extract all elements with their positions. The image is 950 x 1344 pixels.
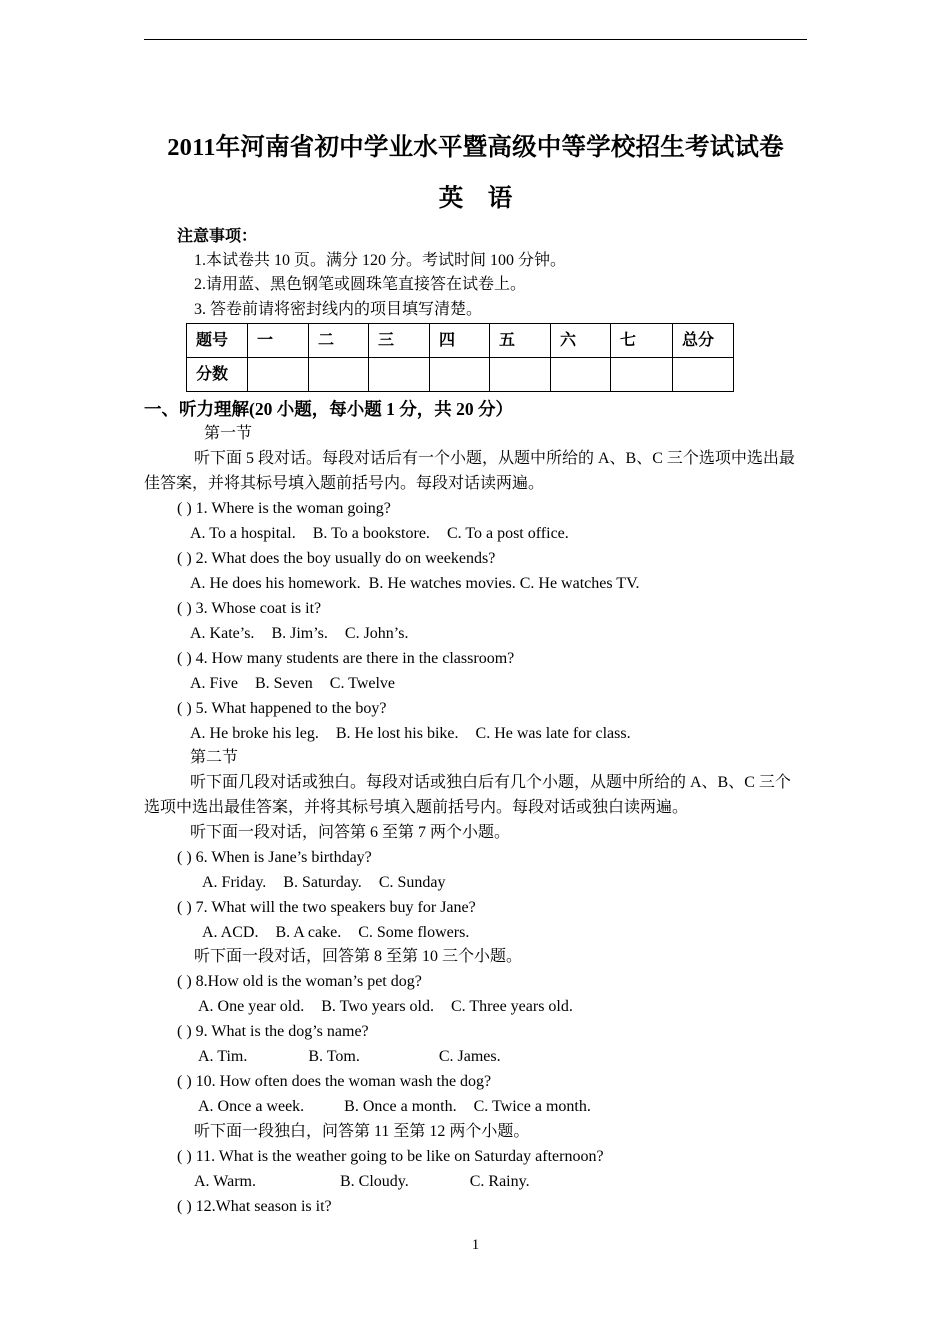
option: C. Some flowers.: [358, 924, 470, 941]
instructions: 听下面 5 段对话。每段对话后有一个小题，从题中所给的 A、B、C 三个选项中选出最: [194, 450, 795, 467]
option: B. Cloudy.: [339, 1173, 409, 1190]
options: [194, 1171, 530, 1193]
instructions: 佳答案，并将其标号填入题前括号内。每段对话读两遍。: [144, 475, 545, 492]
option: A. Friday.: [202, 874, 267, 891]
option: B. To a bookstore.: [312, 525, 430, 542]
options: [190, 673, 395, 695]
notice-heading: 注意事项：: [177, 228, 258, 245]
option: A. To a hospital.: [190, 525, 296, 542]
section-heading: 一、听力理解(20 小题，每小题 1 分，共 20 分）: [144, 399, 513, 419]
notice-item: 2.请用蓝、黑色钢笔或圆珠笔直接答在试卷上。: [194, 276, 527, 293]
option: B. He lost his bike.: [335, 725, 459, 742]
options: [190, 623, 408, 645]
option: B. Seven: [255, 675, 313, 692]
score-entry-cell[interactable]: [551, 358, 611, 392]
instructions: 听下面一段对话，回答第 8 至第 10 三个小题。: [194, 948, 523, 965]
page-number: 1: [471, 1237, 480, 1253]
option: A. Kate’s.: [190, 625, 255, 642]
table-cell: 七: [611, 324, 673, 358]
question: ( ) 6. When is Jane’s birthday?: [177, 849, 372, 866]
option: B. Jim’s.: [271, 625, 328, 642]
question: ( ) 9. What is the dog’s name?: [177, 1023, 369, 1040]
score-entry-cell[interactable]: [611, 358, 673, 392]
option: C. Twice a month.: [473, 1098, 591, 1115]
option: C. Sunday: [378, 874, 446, 891]
score-table: [186, 323, 734, 392]
options: [198, 996, 573, 1018]
option: A. Tim.: [198, 1048, 248, 1065]
table-cell: 六: [551, 324, 611, 358]
question: ( ) 8.How old is the woman’s pet dog?: [177, 973, 422, 990]
option: A. One year old.: [198, 998, 305, 1015]
subject-title: 英 语: [438, 185, 513, 212]
option: B. He watches movies.: [368, 575, 516, 592]
option: C. To a post office.: [446, 525, 569, 542]
instructions: 听下面几段对话或独白。每段对话或独白后有几个小题，从题中所给的 A、B、C 三个: [190, 774, 791, 791]
option: C. Three years old.: [450, 998, 573, 1015]
question: ( ) 12.What season is it?: [177, 1198, 332, 1215]
options: [190, 573, 640, 595]
notice-item: 3. 答卷前请将密封线内的项目填写清楚。: [194, 301, 483, 318]
option: A. ACD.: [202, 924, 259, 941]
notice-item: 1.本试卷共 10 页。满分 120 分。考试时间 100 分钟。: [194, 252, 567, 269]
option: C. Twelve: [329, 675, 396, 692]
option: C. He was late for class.: [475, 725, 631, 742]
header-rule: [144, 39, 807, 40]
option: B. Tom.: [308, 1048, 360, 1065]
instructions: 听下面一段独白，问答第 11 至第 12 两个小题。: [194, 1123, 530, 1140]
table-cell: 一: [248, 324, 309, 358]
table-cell: 五: [490, 324, 551, 358]
option: A. He does his homework.: [190, 575, 361, 592]
options: [198, 1096, 591, 1118]
option: A. Warm.: [194, 1173, 256, 1190]
options: [190, 723, 631, 745]
option: C. James.: [438, 1048, 501, 1065]
table-cell: 分数: [187, 358, 248, 392]
instructions: 听下面一段对话，问答第 6 至第 7 两个小题。: [190, 824, 511, 841]
option: B. Once a month.: [344, 1098, 457, 1115]
table-cell: 二: [309, 324, 369, 358]
instructions: 选项中选出最佳答案，并将其标号填入题前括号内。每段对话或独白读两遍。: [144, 799, 689, 816]
table-cell: 总分: [673, 324, 734, 358]
options: [190, 523, 569, 545]
score-entry-cell[interactable]: [309, 358, 369, 392]
table-cell: 三: [369, 324, 430, 358]
options: [202, 922, 469, 944]
options: [202, 872, 445, 894]
question: ( ) 4. How many students are there in the classroom?: [177, 650, 515, 667]
table-cell: 四: [430, 324, 490, 358]
question: ( ) 7. What will the two speakers buy for Jane?: [177, 899, 476, 916]
option: C. He watches TV.: [519, 575, 640, 592]
table-cell: 题号: [187, 324, 248, 358]
option: A. He broke his leg.: [190, 725, 319, 742]
part-label: 第二节: [190, 749, 239, 766]
option: C. John’s.: [344, 625, 409, 642]
score-entry-cell[interactable]: [490, 358, 551, 392]
score-entry-cell[interactable]: [430, 358, 490, 392]
exam-title: 2011年河南省初中学业水平暨高级中等学校招生考试试卷: [167, 134, 784, 161]
question: ( ) 3. Whose coat is it?: [177, 600, 322, 617]
question: ( ) 1. Where is the woman going?: [177, 500, 391, 517]
option: A. Once a week.: [198, 1098, 305, 1115]
score-entry-cell[interactable]: [673, 358, 734, 392]
options: [198, 1046, 501, 1068]
question: ( ) 2. What does the boy usually do on weekends?: [177, 550, 496, 567]
option: A. Five: [190, 675, 238, 692]
score-entry-cell[interactable]: [369, 358, 430, 392]
table-row: [187, 358, 734, 392]
score-entry-cell[interactable]: [248, 358, 309, 392]
part-label: 第一节: [204, 425, 253, 442]
question: ( ) 5. What happened to the boy?: [177, 700, 387, 717]
option: B. Saturday.: [283, 874, 362, 891]
option: B. Two years old.: [321, 998, 434, 1015]
option: C. Rainy.: [469, 1173, 530, 1190]
question: ( ) 11. What is the weather going to be like on Saturday afternoon?: [177, 1148, 604, 1165]
table-row: [187, 324, 734, 358]
question: ( ) 10. How often does the woman wash the dog?: [177, 1073, 492, 1090]
option: B. A cake.: [275, 924, 342, 941]
